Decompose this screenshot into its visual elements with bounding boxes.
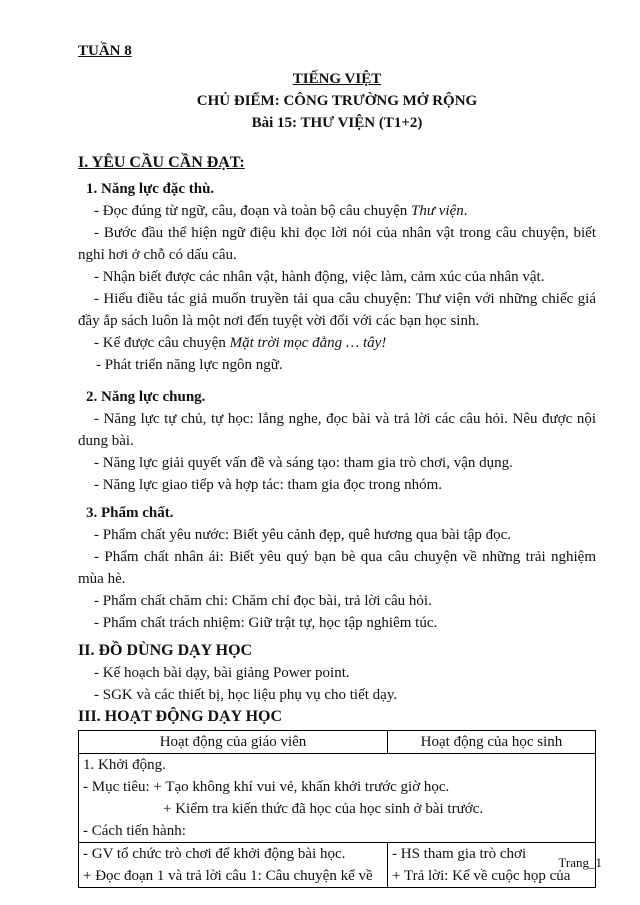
specific-competency-heading: 1. Năng lực đặc thù. xyxy=(86,181,215,197)
warmup-goal: - Mục tiêu: + Tạo không khí vui vẻ, khấn khởi trước giờ học. xyxy=(83,779,450,795)
lesson-title: Bài 15: THƯ VIỆN (T1+2) xyxy=(251,115,423,131)
quality-item-2: - Phẩm chất nhân ái: Biết yêu quý bạn bè qua câu chuyện về những trải nghiệm mùa hè. xyxy=(78,549,596,587)
specific-item-3: - Nhận biết được các nhân vật, hành động, việc làm, cảm xúc của nhân vật. xyxy=(94,269,545,285)
theme-title: CHỦ ĐIỂM: CÔNG TRƯỜNG MỞ RỘNG xyxy=(196,93,478,109)
general-item-2: - Năng lực giải quyết vấn đề và sáng tạo: tham gia trò chơi, vận dụng. xyxy=(94,455,513,471)
warmup-method: - Cách tiến hành: xyxy=(83,823,186,839)
specific-item-1-end: . xyxy=(463,203,468,219)
document-page xyxy=(78,40,596,888)
section-materials-title: II. ĐỒ DÙNG DẠY HỌC xyxy=(78,642,253,659)
teacher-activity-cell xyxy=(79,843,388,888)
week-label: TUẦN 8 xyxy=(78,43,132,59)
specific-item-1-text: - Đọc đúng từ ngữ, câu, đoạn và toàn bộ câu chuyện xyxy=(94,203,411,219)
specific-item-5 xyxy=(78,332,596,354)
student-activity-1: - HS tham gia trò chơi xyxy=(392,846,527,862)
quality-item-3: - Phẩm chất chăm chỉ: Chăm chỉ đọc bài, trả lời câu hỏi. xyxy=(94,593,432,609)
activities-table xyxy=(78,730,596,888)
table-row xyxy=(79,754,596,843)
table-header-row xyxy=(79,731,596,754)
specific-item-2: - Bước đầu thể hiện ngữ điệu khi đọc lời nói của nhân vật trong câu chuyện, biết nghỉ hơi ở chỗ có dấu câu. xyxy=(78,225,596,263)
warmup-cell xyxy=(79,754,596,843)
student-activity-2: + Trả lời: Kể về cuộc họp của xyxy=(392,868,571,884)
specific-item-5-text: - Kể được câu chuyện xyxy=(94,335,230,351)
section-requirements-heading xyxy=(78,152,596,174)
story-title-italic-2: Mặt trời mọc đằng … tây! xyxy=(229,335,387,351)
teacher-activity-1: - GV tổ chức trò chơi để khởi động bài học. xyxy=(83,846,346,862)
materials-item-1: - Kế hoạch bài dạy, bài giảng Power point. xyxy=(94,665,350,681)
materials-item-2: - SGK và các thiết bị, học liệu phụ vụ cho tiết dạy. xyxy=(94,687,398,703)
specific-item-4: - Hiểu điều tác giả muốn truyền tải qua câu chuyện: Thư viện với những chiếc giá đầy ắp sách luôn là một nơi đến tuyệt vời đối với các bạn học sinh. xyxy=(78,291,596,329)
quality-item-1: - Phẩm chất yêu nước: Biết yêu cảnh đẹp, quê hương qua bài tập đọc. xyxy=(94,527,512,543)
general-competency-heading: 2. Năng lực chung. xyxy=(86,389,206,405)
page-number: Trang_1 xyxy=(558,855,602,870)
general-item-3: - Năng lực giao tiếp và hợp tác: tham gia đọc trong nhóm. xyxy=(94,477,443,493)
subject-title: TIẾNG VIỆT xyxy=(292,71,382,87)
section-requirements-title: I. YÊU CẦU CẦN ĐẠT: xyxy=(78,154,245,171)
specific-item-6: - Phát triển năng lực ngôn ngữ. xyxy=(96,357,283,373)
specific-item-1 xyxy=(78,200,596,222)
teacher-activity-2: + Đọc đoạn 1 và trả lời câu 1: Câu chuyện kể về xyxy=(83,868,373,884)
section-activities-title: III. HOẠT ĐỘNG DẠY HỌC xyxy=(78,708,283,725)
warmup-title: 1. Khởi động. xyxy=(83,757,166,773)
student-column-header: Hoạt động của học sinh xyxy=(388,731,596,754)
teacher-column-header: Hoạt động của giáo viên xyxy=(79,731,388,754)
quality-heading: 3. Phẩm chất. xyxy=(86,505,174,521)
warmup-goal-2: + Kiểm tra kiến thức đã học của học sinh ở bài trước. xyxy=(163,801,484,817)
table-row xyxy=(79,843,596,888)
quality-item-4: - Phẩm chất trách nhiệm: Giữ trật tự, học tập nghiêm túc. xyxy=(94,615,438,631)
general-item-1: - Năng lực tự chủ, tự học: lắng nghe, đọc bài và trả lời các câu hỏi. Nêu được nội dung bài. xyxy=(78,411,596,449)
story-title-italic: Thư viện xyxy=(411,203,464,219)
